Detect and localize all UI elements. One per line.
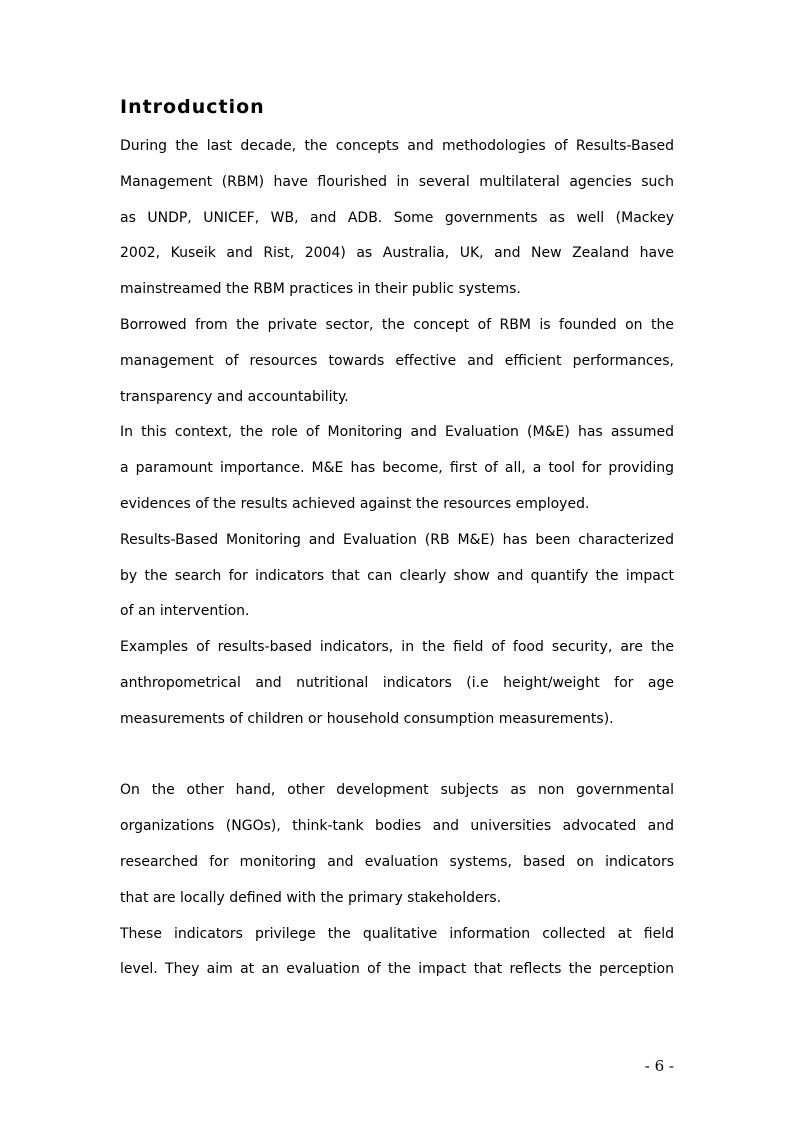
text-line: by the search for indicators that can clearly show and quantify the impact xyxy=(120,567,674,584)
text-line: that are locally defined with the primary stakeholders. xyxy=(120,889,502,906)
text-line: mainstreamed the RBM practices in their public systems. xyxy=(120,281,521,298)
paragraph-rbm-intro xyxy=(120,129,674,308)
text-line: On the other hand, other development subjects as non governmental xyxy=(120,782,674,799)
text-line: as UNDP, UNICEF, WB, and ADB. Some governments as well (Mackey xyxy=(120,209,674,226)
text-line: 2002, Kuseik and Rist, 2004) as Australia, UK, and New Zealand have xyxy=(120,245,674,262)
text-line: During the last decade, the concepts and methodologies of Results-Based xyxy=(120,138,674,154)
text-line: In this context, the role of Monitoring and Evaluation (M&E) has assumed xyxy=(120,424,674,441)
text-line: researched for monitoring and evaluation systems, based on indicators xyxy=(120,853,674,870)
section-heading: Introduction xyxy=(120,96,265,118)
text-line: anthropometrical and nutritional indicators (i.e height/weight for age xyxy=(120,674,674,691)
paragraph-ngos xyxy=(120,773,674,916)
text-line: These indicators privilege the qualitative information collected at field xyxy=(120,925,674,942)
paragraph-private-sector xyxy=(120,308,674,415)
text-line: of an intervention. xyxy=(120,603,250,620)
text-line: Borrowed from the private sector, the concept of RBM is founded on the xyxy=(120,316,674,333)
text-line: evidences of the results achieved against the resources employed. xyxy=(120,495,590,512)
text-line: Results-Based Monitoring and Evaluation (RB M&E) has been characterized xyxy=(120,531,674,548)
paragraph-rb-me xyxy=(120,523,674,630)
paragraph-me-role xyxy=(120,415,674,522)
body-text xyxy=(120,129,674,988)
page-number: - 6 - xyxy=(644,1057,674,1075)
paragraph-qualitative xyxy=(120,917,674,989)
text-line: measurements of children or household consumption measurements). xyxy=(120,710,614,727)
text-line: Examples of results-based indicators, in the field of food security, are the xyxy=(120,639,674,656)
text-line: level. They aim at an evaluation of the impact that reflects the perception xyxy=(120,961,674,978)
text-line: management of resources towards effective and efficient performances, xyxy=(120,352,674,369)
text-line: transparency and accountability. xyxy=(120,388,349,405)
text-line: Management (RBM) have flourished in several multilateral agencies such xyxy=(120,173,674,190)
text-line: a paramount importance. M&E has become, first of all, a tool for providing xyxy=(120,460,674,477)
text-line: organizations (NGOs), think-tank bodies and universities advocated and xyxy=(120,818,674,835)
paragraph-spacer xyxy=(120,738,674,774)
paragraph-food-security xyxy=(120,630,674,737)
